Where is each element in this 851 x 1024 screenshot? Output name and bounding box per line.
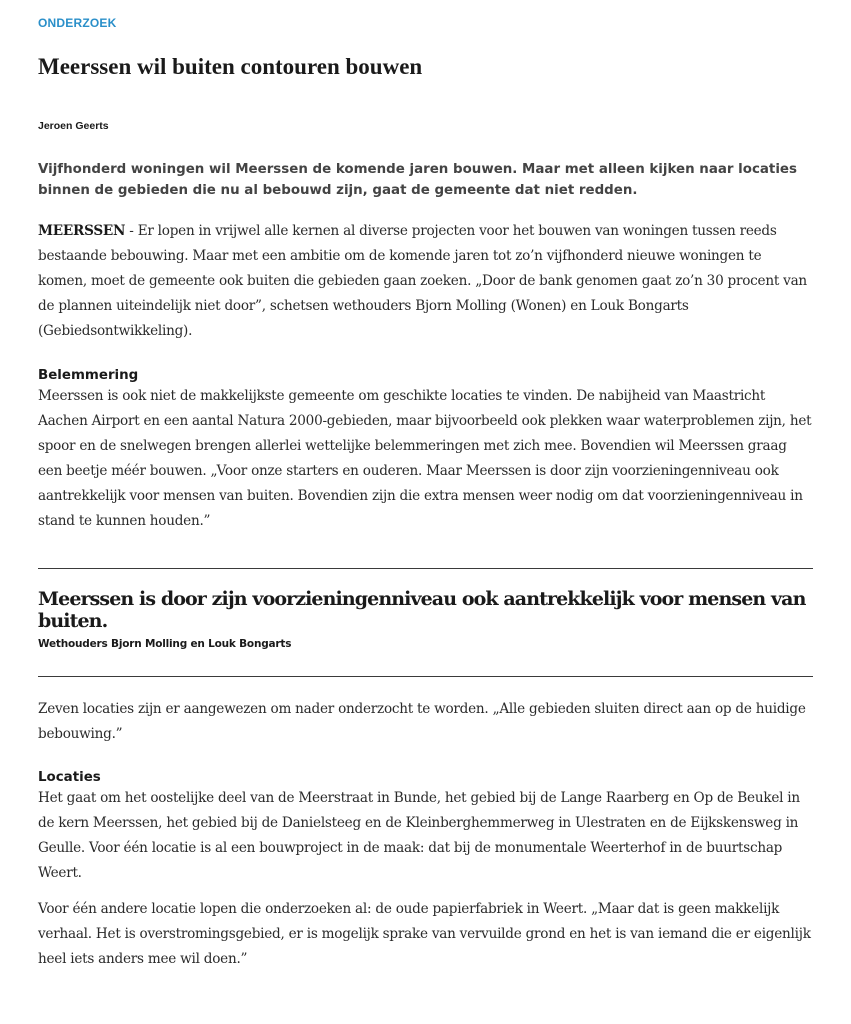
pullquote-divider-bottom xyxy=(38,676,813,677)
paragraph-intro-text: - Er lopen in vrijwel alle kernen al diverse projecten voor het bouwen van woningen tussen reeds bestaande bebouwing. Maar met een ambitie om de komende jaren tot zo’n vijfhonderd nieuwe woningen te komen, moet de gemeente ook buiten die gebieden gaan zoeken. „Door de bank genomen gaat zo’n 30 procent van de plannen uiteindelijk niet door”, schetsen wethouders Bjorn Molling (Wonen) en Louk Bongarts (Gebiedsontwikkeling). xyxy=(38,223,807,339)
section-locaties xyxy=(38,769,814,886)
dateline: MEERSSEN xyxy=(38,223,126,239)
paragraph-papierfabriek: Voor één andere locatie lopen die onderzoeken al: de oude papierfabriek in Weert. „Maar dat is geen makkelijk verhaal. Het is overstromingsgebied, er is mogelijk sprake van vervuilde grond en het is van iemand die er eigenlijk heel iets anders mee wil doen.” xyxy=(38,901,811,967)
section-text: Het gaat om het oostelijke deel van de Meerstraat in Bunde, het gebied bij de Lange Raarberg en Op de Beukel in de kern Meerssen, het gebied bij de Danielsteeg en de Kleinberghemmerweg in Ulestraten en de Eijkskensweg in Geulle. Voor één locatie is al een bouwproject in de maak: dat bij de monumentale Weerterhof in de buurtschap Weert. xyxy=(38,790,800,881)
category-label[interactable]: ONDERZOEK xyxy=(38,16,117,30)
article-headline: Meerssen wil buiten contouren bouwen xyxy=(38,54,423,79)
pullquote-divider-top xyxy=(38,568,813,569)
paragraph-intro xyxy=(38,219,814,344)
paragraph-locations-intro: Zeven locaties zijn er aangewezen om nader onderzocht te worden. „Alle gebieden sluiten direct aan op de huidige bebouwing.” xyxy=(38,701,806,742)
pullquote-attribution: Wethouders Bjorn Molling en Louk Bongarts xyxy=(38,638,292,650)
article-lead: Vijfhonderd woningen wil Meerssen de komende jaren bouwen. Maar met alleen kijken naar locaties binnen de gebieden die nu al bebouwd zijn, gaat de gemeente dat niet redden. xyxy=(38,162,797,198)
section-belemmering xyxy=(38,367,814,534)
pullquote-text: Meerssen is door zijn voorzieningenniveau ook aantrekkelijk voor mensen van buiten. xyxy=(38,588,806,632)
author-byline[interactable]: Jeroen Geerts xyxy=(38,120,109,132)
section-subhead: Belemmering xyxy=(38,368,139,383)
section-subhead: Locaties xyxy=(38,770,101,785)
section-text: Meerssen is ook niet de makkelijkste gemeente om geschikte locaties te vinden. De nabijheid van Maastricht Aachen Airport en een aantal Natura 2000-gebieden, maar bijvoorbeeld ook plekken waar waterproblemen zijn, het spoor en de snelwegen brengen allerlei wettelijke belemmeringen met zich mee. Bovendien wil Meerssen graag een beetje méér bouwen. „Voor onze starters en ouderen. Maar Meerssen is door zijn voorzieningenniveau ook aantrekkelijk voor mensen van buiten. Bovendien zijn die extra mensen weer nodig om dat voorzieningenniveau in stand te kunnen houden.” xyxy=(38,388,812,529)
